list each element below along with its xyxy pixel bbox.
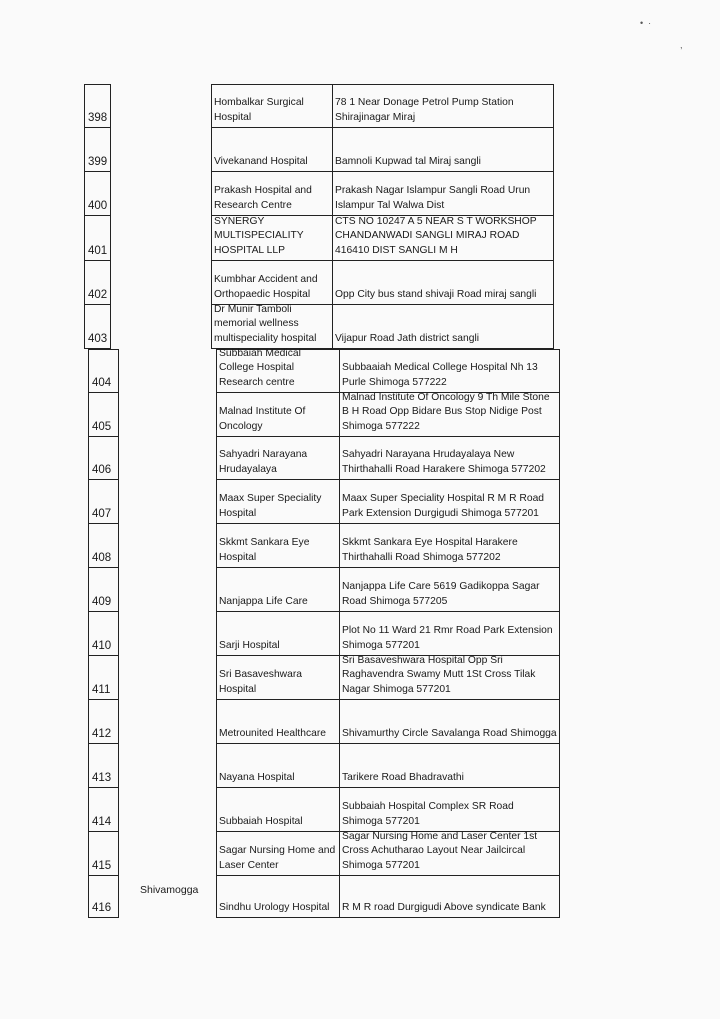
- table-row: [88, 524, 560, 568]
- district-cell: [111, 216, 211, 261]
- serial-number: 407: [88, 480, 119, 524]
- serial-number: 408: [88, 524, 119, 568]
- hospital-address: Tarikere Road Bhadravathi: [340, 744, 560, 788]
- table-row: [84, 216, 554, 261]
- hospital-name: Subbaiah Medical College Hospital Research centre: [216, 349, 340, 393]
- district-cell: [119, 480, 216, 524]
- table-row: [88, 349, 560, 393]
- table-row: [88, 700, 560, 744]
- hospital-address: Vijapur Road Jath district sangli: [333, 305, 554, 349]
- table-row: [88, 568, 560, 612]
- table-row: [84, 84, 554, 128]
- district-cell: [119, 437, 216, 480]
- hospital-name: Sahyadri Narayana Hrudayalaya: [216, 437, 340, 480]
- hospital-name: Metrounited Healthcare: [216, 700, 340, 744]
- hospital-address: Subbaiah Hospital Complex SR Road Shimoga 577201: [340, 788, 560, 832]
- hospital-address: Nanjappa Life Care 5619 Gadikoppa Sagar Road Shimoga 577205: [340, 568, 560, 612]
- table-row: [88, 612, 560, 656]
- hospital-address: Shivamurthy Circle Savalanga Road Shimogga: [340, 700, 560, 744]
- hospital-name: SYNERGY MULTISPECIALITY HOSPITAL LLP: [211, 216, 333, 261]
- serial-number: 402: [84, 261, 111, 305]
- hospital-name: Nayana Hospital: [216, 744, 340, 788]
- table-row: [88, 876, 560, 918]
- district-label-shivamogga: Shivamogga: [140, 884, 199, 896]
- scan-speck-decoration: ,: [680, 40, 683, 50]
- table-row: [88, 832, 560, 876]
- hospital-address: Plot No 11 Ward 21 Rmr Road Park Extension Shimoga 577201: [340, 612, 560, 656]
- table-row: [88, 788, 560, 832]
- district-cell: [119, 656, 216, 700]
- district-cell: [111, 84, 211, 128]
- table-row: [84, 172, 554, 216]
- serial-number: 398: [84, 84, 111, 128]
- hospital-address: 78 1 Near Donage Petrol Pump Station Shirajinagar Miraj: [333, 84, 554, 128]
- hospital-address: Sagar Nursing Home and Laser Center 1st Cross Achutharao Layout Near Jailcircal Shimoga 577201: [340, 832, 560, 876]
- hospital-name: Maax Super Speciality Hospital: [216, 480, 340, 524]
- hospital-name: Sarji Hospital: [216, 612, 340, 656]
- district-cell: [119, 832, 216, 876]
- table-row: [88, 480, 560, 524]
- hospital-address: Prakash Nagar Islampur Sangli Road Urun Islampur Tal Walwa Dist: [333, 172, 554, 216]
- hospital-name: Sindhu Urology Hospital: [216, 876, 340, 918]
- hospital-address: Opp City bus stand shivaji Road miraj sangli: [333, 261, 554, 305]
- serial-number: 411: [88, 656, 119, 700]
- serial-number: 410: [88, 612, 119, 656]
- table-row: [88, 437, 560, 480]
- serial-number: 405: [88, 393, 119, 437]
- district-cell: [119, 788, 216, 832]
- table-row: [88, 393, 560, 437]
- district-cell: [111, 128, 211, 172]
- hospital-address: CTS NO 10247 A 5 NEAR S T WORKSHOP CHANDANWADI SANGLI MIRAJ ROAD 416410 DIST SANGLI M H: [333, 216, 554, 261]
- district-cell: [119, 744, 216, 788]
- serial-number: 400: [84, 172, 111, 216]
- table-row: [88, 744, 560, 788]
- hospital-address: R M R road Durgigudi Above syndicate Bank: [340, 876, 560, 918]
- serial-number: 403: [84, 305, 111, 349]
- hospital-address: Malnad Institute Of Oncology 9 Th Mile Stone B H Road Opp Bidare Bus Stop Nidige Post Shimoga 577222: [340, 393, 560, 437]
- hospital-name: Nanjappa Life Care: [216, 568, 340, 612]
- hospital-address: Sahyadri Narayana Hrudayalaya New Thirthahalli Road Harakere Shimoga 577202: [340, 437, 560, 480]
- table-row: [84, 261, 554, 305]
- scan-speck-decoration: • ·: [640, 18, 652, 28]
- district-cell: [119, 349, 216, 393]
- table-row: [88, 656, 560, 700]
- serial-number: 416: [88, 876, 119, 918]
- hospital-name: Malnad Institute Of Oncology: [216, 393, 340, 437]
- serial-number: 399: [84, 128, 111, 172]
- hospital-name: Sagar Nursing Home and Laser Center: [216, 832, 340, 876]
- hospital-table-sangli: [84, 84, 554, 349]
- district-cell: [119, 876, 216, 918]
- hospital-name: Sri Basaveshwara Hospital: [216, 656, 340, 700]
- hospital-name: Dr Munir Tamboli memorial wellness multispeciality hospital: [211, 305, 333, 349]
- district-cell: [119, 524, 216, 568]
- hospital-table-shivamogga: [88, 349, 560, 918]
- hospital-name: Kumbhar Accident and Orthopaedic Hospital: [211, 261, 333, 305]
- hospital-name: Subbaiah Hospital: [216, 788, 340, 832]
- table-row: [84, 128, 554, 172]
- district-cell: [111, 261, 211, 305]
- table-row: [84, 305, 554, 349]
- hospital-address: Skkmt Sankara Eye Hospital Harakere Thirthahalli Road Shimoga 577202: [340, 524, 560, 568]
- hospital-address: Subbaaiah Medical College Hospital Nh 13 Purle Shimoga 577222: [340, 349, 560, 393]
- hospital-name: Hombalkar Surgical Hospital: [211, 84, 333, 128]
- hospital-name: Vivekanand Hospital: [211, 128, 333, 172]
- district-cell: [119, 568, 216, 612]
- hospital-address: Maax Super Speciality Hospital R M R Road Park Extension Durgigudi Shimoga 577201: [340, 480, 560, 524]
- serial-number: 401: [84, 216, 111, 261]
- serial-number: 415: [88, 832, 119, 876]
- serial-number: 409: [88, 568, 119, 612]
- hospital-address: Bamnoli Kupwad tal Miraj sangli: [333, 128, 554, 172]
- serial-number: 414: [88, 788, 119, 832]
- serial-number: 404: [88, 349, 119, 393]
- district-cell: [111, 172, 211, 216]
- hospital-name: Skkmt Sankara Eye Hospital: [216, 524, 340, 568]
- hospital-address: Sri Basaveshwara Hospital Opp Sri Raghavendra Swamy Mutt 1St Cross Tilak Nagar Shimoga 577201: [340, 656, 560, 700]
- district-cell: [119, 393, 216, 437]
- serial-number: 413: [88, 744, 119, 788]
- serial-number: 412: [88, 700, 119, 744]
- district-cell: [119, 700, 216, 744]
- district-cell: [111, 305, 211, 349]
- district-cell: [119, 612, 216, 656]
- hospital-name: Prakash Hospital and Research Centre: [211, 172, 333, 216]
- serial-number: 406: [88, 437, 119, 480]
